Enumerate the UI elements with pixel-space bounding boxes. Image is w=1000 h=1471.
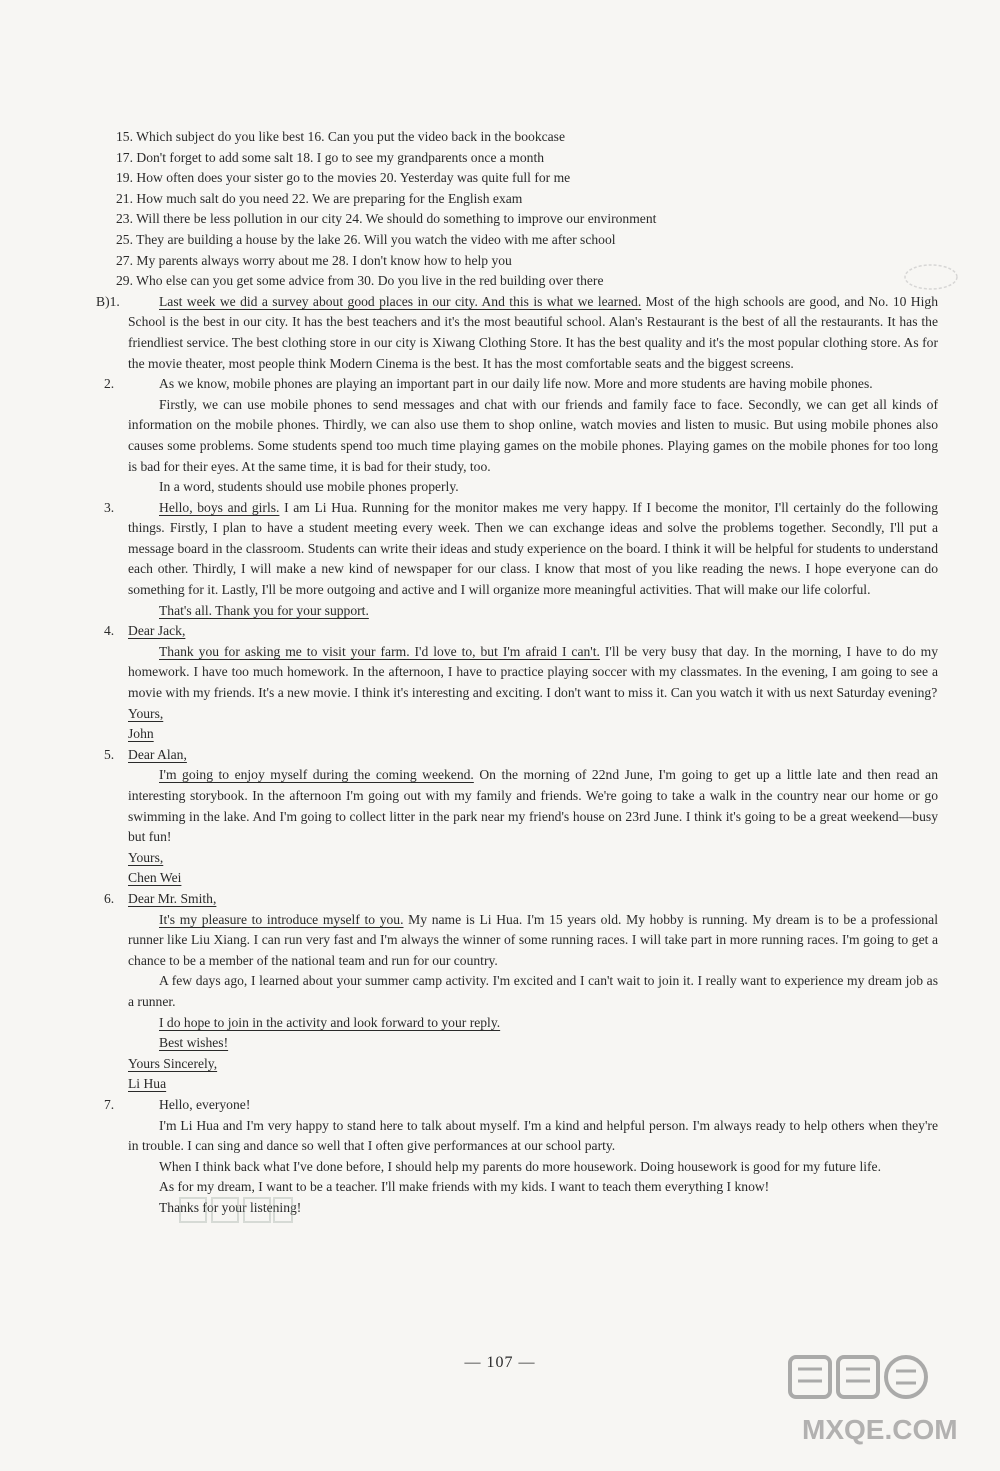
topic-sentence: I'm going to enjoy myself during the coming weekend. — [159, 767, 474, 783]
topic-sentence: Last week we did a survey about good places in our city. And this is what we learned. — [159, 293, 642, 309]
item-number: 5. — [104, 746, 115, 762]
paragraph — [116, 601, 938, 622]
paragraph: As we know, mobile phones are playing an important part in our daily life now. More and more students are having mobile phones. — [159, 376, 873, 392]
writing-item-5 — [104, 745, 938, 889]
paragraph: When I think back what I've done before, I should help my parents do more housework. Doing housework is good for my future life. — [159, 1158, 881, 1174]
paragraph — [116, 642, 938, 704]
item-number: 2. — [104, 376, 115, 392]
answer-line-15-16: 15. Which subject do you like best 16. Can you put the video back in the bookcase — [116, 129, 566, 144]
letter-signature: John — [128, 726, 154, 742]
answer-line-25-26: 25. They are building a house by the lake 26. Will you watch the video with me after school — [116, 231, 616, 247]
answer-line-19-20: 19. How often does your sister go to the movies 20. Yesterday was quite full for me — [116, 170, 571, 186]
answer-line-27-28: 27. My parents always worry about me 28. I don't know how to help you — [116, 252, 512, 268]
paragraph-text: I'll be very busy that day. In the morning, I have to do my homework. I have too much homework. In the afternoon, I have to practice playing soccer with my classmates. In the evening, I am going to see a movie with my friends. It's a new movie. I think it's interesting and exciting. I don't want to miss it. Can you watch it with us next Saturday evening? — [128, 643, 938, 701]
writing-item-2 — [104, 374, 938, 498]
writing-item-1 — [96, 292, 938, 374]
paragraph — [116, 498, 938, 601]
letter-signature: Li Hua — [128, 1076, 167, 1092]
letter-signature: Chen Wei — [128, 870, 182, 886]
paragraph-text: On the morning of 22nd June, I'm going to get up a little late and then read an interesting storybook. In the afternoon I'm going out with my family and friends. We're going to take a walk in the country near our home or go swimming in the lake. And I'm going to collect litter in the park near my friend's house on 23rd June. I think it's going to be a great weekend—busy but fun! — [128, 767, 938, 845]
paragraph: In a word, students should use mobile phones properly. — [159, 479, 459, 495]
paragraph: I'm Li Hua and I'm very happy to stand here to talk about myself. I'm a kind and helpful person. I'm always ready to help others when they're in trouble. I can sing and dance so well that I often give performances at our school party. — [128, 1117, 938, 1154]
answer-content — [96, 127, 938, 1218]
greeting: Hello, boys and girls. — [159, 499, 280, 515]
paragraph — [116, 910, 938, 972]
item-number: 7. — [104, 1096, 115, 1112]
letter-signoff: Yours Sincerely, — [128, 1055, 218, 1071]
page-number: — 107 — — [464, 1354, 536, 1371]
answer-line-29-30: 29. Who else can you get some advice from 30. Do you live in the red building over there — [116, 273, 604, 289]
paragraph — [116, 292, 938, 374]
letter-greeting: Dear Jack, — [128, 623, 186, 639]
paragraph-text: My name is Li Hua. I'm 15 years old. My hobby is running. My dream is to be a professional runner like Liu Xiang. I can run very fast and I'm always the winner of some running races. I will take part in more running races. I'm going to get a chance to be a member of the national team and run for our country. — [128, 911, 938, 968]
letter-signoff: Yours, — [128, 849, 164, 865]
watermark-text: MXQE.COM — [802, 1414, 958, 1445]
paragraph: As for my dream, I want to be a teacher. I'll make friends with my kids. I want to teach them everything I know! — [159, 1179, 770, 1195]
paragraph-text: Most of the high schools are good, and No. 10 High School is the best in our city. It has the best teachers and it's the most beautiful school. Alan's Restaurant is the best of all the restaurants. It has the friendliest service. The best clothing store in our city is Xiwang Clothing Store. It has the best quality and it's the most popular clothing store. As for the movie theater, most people think Modern Cinema is the best. It has the most comfortable seats and the biggest screens. — [128, 293, 938, 371]
item-number: 3. — [104, 499, 115, 515]
paragraph — [116, 765, 938, 847]
letter-greeting: Dear Mr. Smith, — [128, 890, 217, 906]
writing-item-3 — [104, 498, 938, 622]
answer-line-23-24: 23. Will there be less pollution in our city 24. We should do something to improve our environment — [116, 211, 657, 227]
letter-wishes: Best wishes! — [159, 1035, 229, 1051]
item-number: B)1. — [96, 293, 120, 309]
paragraph: Thanks for your listening! — [159, 1199, 302, 1215]
paragraph: A few days ago, I learned about your summer camp activity. I'm excited and I can't wait to join it. I really want to experience my dream job as a runner. — [128, 973, 938, 1009]
faint-watermark-icon — [176, 1192, 296, 1226]
faint-stamp-icon — [902, 262, 960, 292]
writing-item-4 — [104, 621, 938, 745]
item-number: 4. — [104, 623, 115, 639]
writing-item-6 — [104, 889, 938, 1095]
letter-greeting: Dear Alan, — [128, 746, 187, 762]
speech-greeting: Hello, everyone! — [159, 1096, 251, 1112]
answer-line-17-18: 17. Don't forget to add some salt 18. I go to see my grandparents once a month — [116, 149, 545, 165]
site-watermark-logo — [782, 1351, 972, 1461]
topic-sentence: Thank you for asking me to visit your farm. I'd love to, but I'm afraid I can't. — [159, 643, 600, 659]
closing-sentence: I do hope to join in the activity and look forward to your reply. — [159, 1014, 501, 1030]
paragraph: Firstly, we can use mobile phones to send messages and chat with our friends and family face to face. Secondly, we can get all kinds of information on the mobile phones. Thirdly, we can also use them to shop online, watch movies and listen to music. But using mobile phones also causes some problems. Some students spend too much time playing games on the mobile phones. Playing games on the mobile phones for too long is bad for their eyes. At the same time, it is bad for their study, too. — [128, 396, 938, 474]
paragraph-text: I am Li Hua. Running for the monitor makes me very happy. If I become the monitor, I'll certainly do the following things. Firstly, I plan to have a student meeting every week. Then we can exchange ideas and solve the problems together. Secondly, I'll put a message board in the classroom. Students can write their ideas and study experience on the board. I think it will be helpful for students to understand each other. Thirdly, I will make a new kind of newspaper for our class. I know that most of you like reading the news. I hope everyone can do something for it. Lastly, I'll be more outgoing and active and I will organize more meaningful activities. That will make our life colorful. — [128, 499, 938, 598]
answer-line-21-22: 21. How much salt do you need 22. We are preparing for the English exam — [116, 190, 523, 206]
closing-sentence: That's all. Thank you for your support. — [159, 602, 369, 618]
item-number: 6. — [104, 890, 115, 906]
letter-signoff: Yours, — [128, 705, 164, 721]
topic-sentence: It's my pleasure to introduce myself to you. — [159, 911, 404, 927]
